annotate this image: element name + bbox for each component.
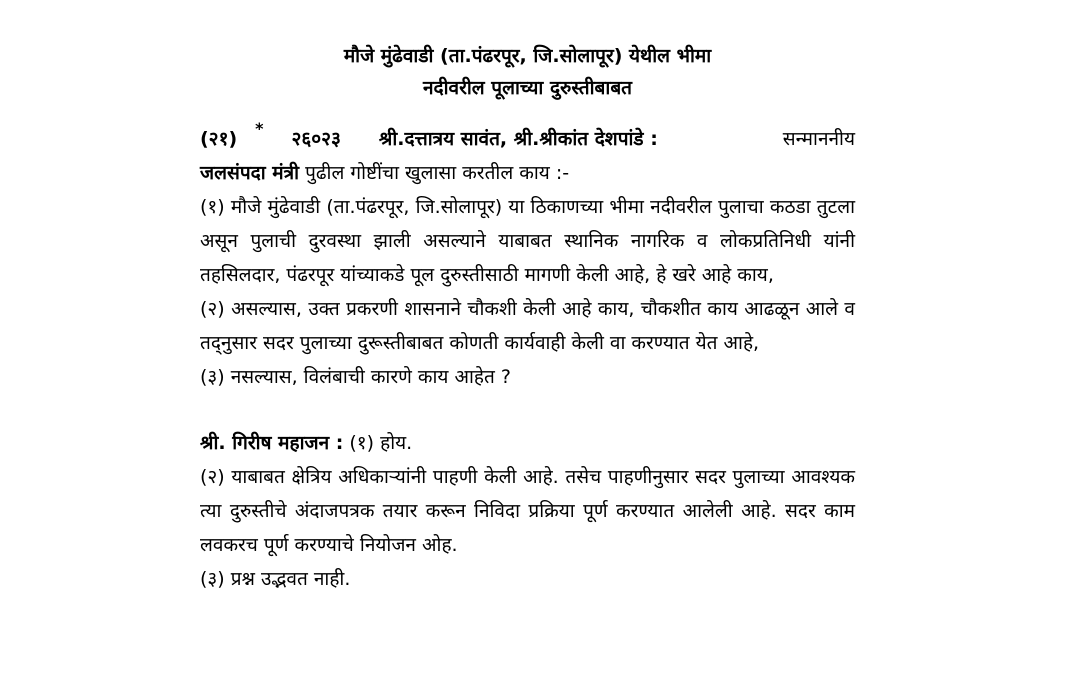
- answer-item-2: (२) याबाबत क्षेत्रिय अधिकाऱ्यांनी पाहणी केली आहे. तसेच पाहणीनुसार सदर पुलाच्या आवश्यक त्या दुरुस्तीचे अंदाजपत्रक तयार करून निविदा प्रक्रिया पूर्ण करण्यात आलेली आहे. सदर काम लवकरच पूर्ण करण्याचे नियोजन ओह.: [200, 466, 855, 556]
- section-gap: [200, 394, 855, 426]
- answer-speaker: श्री. गिरीष महाजन :: [200, 432, 344, 454]
- question-id: २६०२३: [291, 128, 341, 150]
- question-item-3: (३) नसल्यास, विलंबाची कारणे काय आहेत ?: [200, 366, 511, 388]
- document-page: [200, 40, 855, 596]
- question-header: [200, 119, 855, 156]
- question-members: श्री.दत्तात्रय सावंत, श्री.श्रीकांत देशपांडे :: [378, 128, 658, 150]
- question-number: (२१): [200, 128, 238, 150]
- question-intro: [200, 156, 855, 190]
- starred-mark: *: [255, 119, 264, 138]
- question-item-1: (१) मौजे मुंढेवाडी (ता.पंढरपूर, जि.सोलापूर) या ठिकाणच्या भीमा नदीवरील पुलाचा कठडा तुटला असून पुलाची दुरवस्था झाली असल्याने याबाबत स्थानिक नागरिक व लोकप्रतिनिधी यांनी तहसिलदार, पंढरपूर यांच्याकडे पूल दुरुस्तीसाठी मागणी केली आहे, हे खरे आहे काय,: [200, 196, 855, 286]
- answer-header: [200, 426, 855, 460]
- question-honorific: सन्माननीय: [782, 128, 855, 150]
- question-item-2: (२) असल्यास, उक्त प्रकरणी शासनाने चौकशी केली आहे काय, चौकशीत काय आढळून आले व तद्नुसार सदर पुलाच्या दुरूस्तीबाबत कोणती कार्यवाही केली वा करण्यात येत आहे,: [200, 298, 855, 354]
- title-line-1: मौजे मुंढेवाडी (ता.पंढरपूर, जि.सोलापूर) येथील भीमा: [343, 45, 712, 67]
- title-line-2: नदीवरील पूलाच्या दुरुस्तीबाबत: [422, 77, 633, 99]
- answer-item-3: (३) प्रश्न उद्भवत नाही.: [200, 568, 351, 590]
- document-title: [255, 40, 800, 104]
- question-intro-text: पुढील गोष्टींचा खुलासा करतील काय :-: [305, 162, 570, 184]
- answer-item-1: (१) होय.: [349, 432, 413, 454]
- minister-title: जलसंपदा मंत्री: [200, 162, 300, 184]
